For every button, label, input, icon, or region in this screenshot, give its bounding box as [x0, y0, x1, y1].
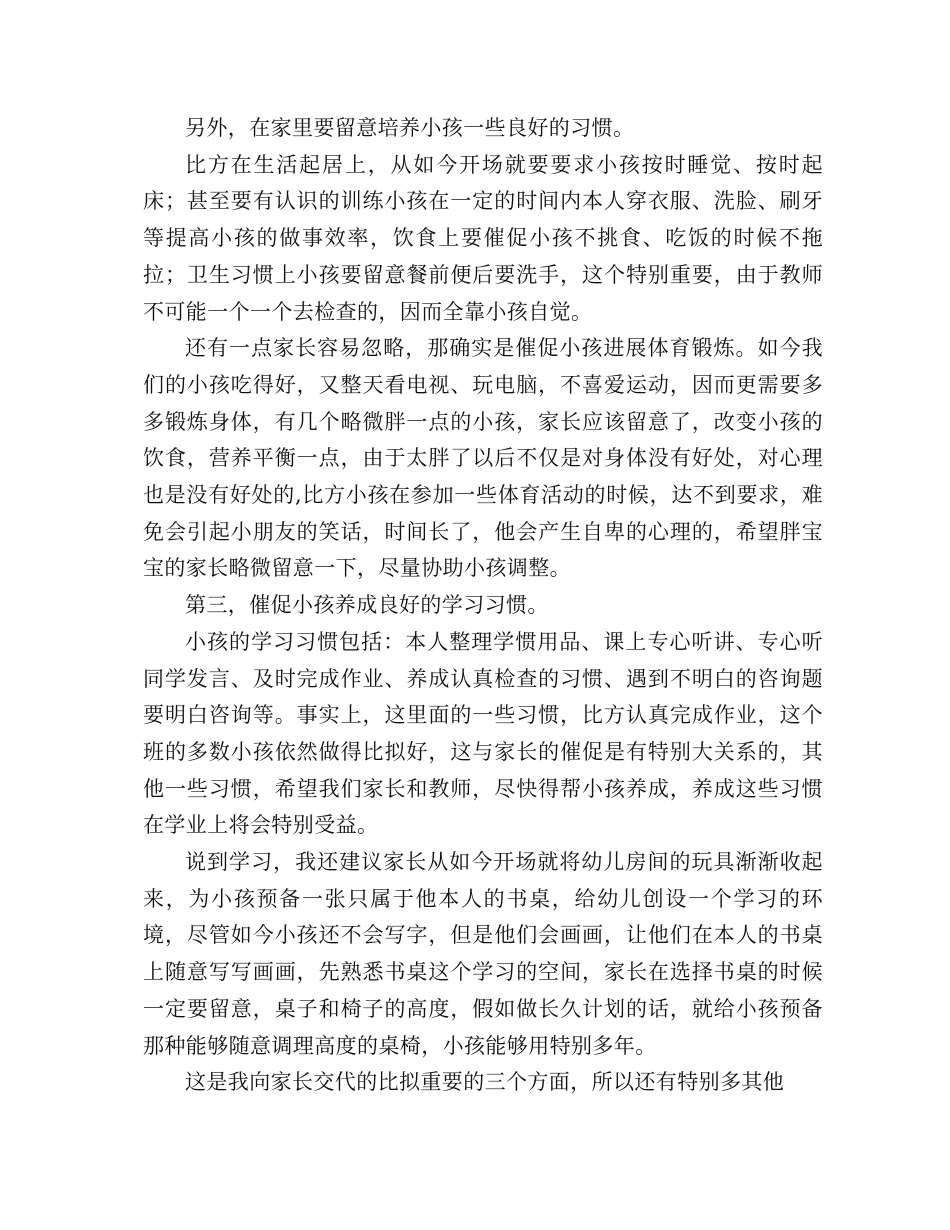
paragraph-habits-intro: 另外，在家里要留意培养小孩一些良好的习惯。 — [185, 116, 635, 140]
paragraph-third-heading: 第三，催促小孩养成良好的学习习惯。 — [185, 593, 549, 618]
paragraph-closing: 这是我向家长交代的比拟重要的三个方面，所以还有特别多其他 — [185, 1070, 785, 1095]
paragraph-study-habits: 小孩的学习习惯包括：本人整理学惯用品、课上专心听讲、专心听同学发言、及时完成作业、养成认真检查的习惯、遇到不明白的咨询题要明白咨询等。事实上，这里面的一些习惯，比方认真完成作业，这个班的多数小孩依然做得比拟好，这与家长的催促是有特别大关系的，其他一些习惯，希望我们家长和教师，尽快得帮小孩养成，养成这些习惯在学业上将会特别受益。 — [143, 629, 823, 838]
document-body — [143, 110, 823, 1101]
paragraph-study-desk: 说到学习，我还建议家长从如今开场就将幼儿房间的玩具渐渐收起来，为小孩预备一张只属于他本人的书桌，给幼儿创设一个学习的环境，尽管如今小孩还不会写字，但是他们会画画，让他们在本人的书桌上随意写写画画，先熟悉书桌这个学习的空间，家长在选择书桌的时候一定要留意，桌子和椅子的高度，假如做长久计划的话，就给小孩预备那种能够随意调理高度的桌椅，小孩能够用特别多年。 — [143, 850, 823, 1058]
paragraph-daily-routine: 比方在生活起居上，从如今开场就要要求小孩按时睡觉、按时起床；甚至要有认识的训练小孩在一定的时间内本人穿衣服、洗脸、刷牙等提高小孩的做事效率，饮食上要催促小孩不挑食、吃饭的时候不拖拉；卫生习惯上小孩要留意餐前便后要洗手，这个特别重要，由于教师不可能一个一个去检查的，因而全靠小孩自觉。 — [143, 152, 823, 324]
paragraph-physical-exercise: 还有一点家长容易忽略，那确实是催促小孩进展体育锻炼。如今我们的小孩吃得好，又整天看电视、玩电脑，不喜爱运动，因而更需要多多锻炼身体，有几个略微胖一点的小孩，家长应该留意了，改变小孩的饮食，营养平衡一点，由于太胖了以后不仅是对身体没有好处，对心理也是没有好处的,比方小孩在参加一些体育活动的时候，达不到要求，难免会引起小朋友的笑话，时间长了，他会产生自卑的心理的，希望胖宝宝的家长略微留意一下，尽量协助小孩调整。 — [143, 336, 823, 581]
